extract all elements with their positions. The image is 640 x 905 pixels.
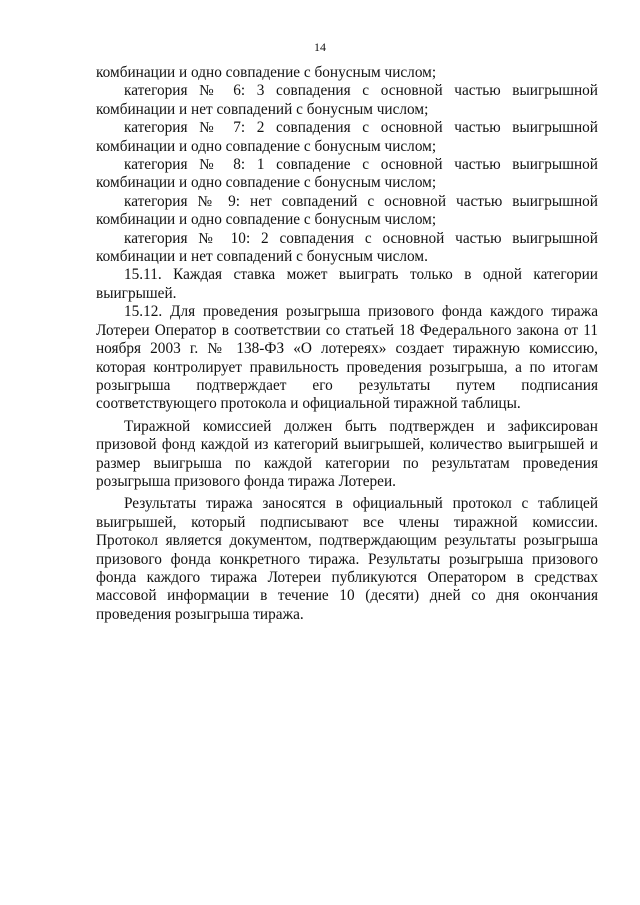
paragraph-category-7: категория № 7: 2 совпадения с основной частью выигрышной комбинации и одно совпадение с бонусным числом; (96, 119, 598, 155)
paragraph-category-9: категория № 9: нет совпадений с основной частью выигрышной комбинации и одно совпадение с бонусным числом; (96, 192, 598, 229)
paragraph-15-12: 15.12. Для проведения розыгрыша призового фонда каждого тиража Лотереи Оператор в соответствии со статьей 18 Федерального закона от 11 ноября 2003 г. № 138-ФЗ «О лотереях» создает тиражную комиссию, которая контролирует правильность проведения розыгрыша, а по итогам розыгрыша подтверждает его результаты путем подписания соответствующего протокола и официальной тиражной таблицы. (96, 303, 598, 413)
paragraph-category-10: категория № 10: 2 совпадения с основной частью выигрышной комбинации и нет совпадений с бонусным числом. (96, 229, 598, 266)
paragraph-15-11: 15.11. Каждая ставка может выиграть только в одной категории выигрышей. (96, 266, 598, 302)
paragraph-results: Результаты тиража заносятся в официальный протокол с таблицей выигрышей, который подписывают все члены тиражной комиссии. Протокол является документом, подтверждающим результаты розыгрыша призового фонда конкретного тиража. Результаты розыгрыша призового фонда каждого тиража Лотереи публикуются Оператором в средствах массовой информации в течение 10 (десяти) дней со дня окончания проведения розыгрыша тиража. (96, 495, 598, 623)
document-body (96, 64, 598, 624)
paragraph-category-6: категория № 6: 3 совпадения с основной частью выигрышной комбинации и нет совпадений с бонусным числом; (96, 82, 598, 118)
paragraph-category-8: категория № 8: 1 совпадение с основной частью выигрышной комбинации и одно совпадение с бонусным числом; (96, 156, 598, 192)
paragraph-commission: Тиражной комиссией должен быть подтвержден и зафиксирован призовой фонд каждой из категорий выигрышей, количество выигрышей и размер выигрыша по каждой категории по результатам проведения розыгрыша призового фонда тиража Лотереи. (96, 417, 598, 490)
page-number: 14 (314, 40, 326, 54)
paragraph-continuation: комбинации и одно совпадение с бонусным числом; (96, 64, 437, 81)
